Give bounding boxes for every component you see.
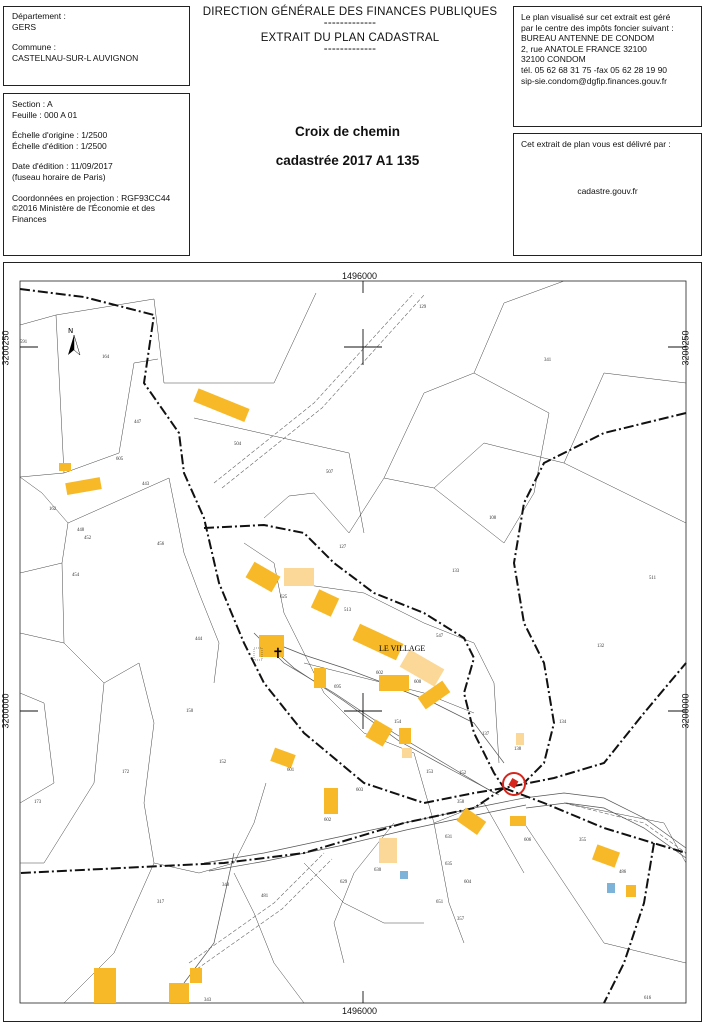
subject-block — [190, 124, 505, 168]
tracks — [189, 293, 686, 969]
svg-text:✝: ✝ — [272, 646, 284, 662]
parcel-number: 629 — [340, 880, 348, 885]
parcel-number: 164 — [102, 355, 110, 360]
parcel-number: 134 — [559, 720, 567, 725]
delivery-box — [513, 133, 702, 256]
building — [352, 624, 403, 661]
section-text: Section : A — [12, 99, 53, 109]
north-arrow — [68, 327, 80, 355]
place-name: LE VILLAGE — [379, 644, 426, 653]
date-edition: Date d'édition : 11/09/2017 — [12, 161, 113, 172]
building — [190, 968, 202, 983]
parcel-number: 591 — [20, 340, 28, 345]
parcel-number: 317 — [157, 900, 165, 905]
parcel-number: 137 — [482, 732, 490, 737]
parcel-number: 154 — [394, 720, 402, 725]
title-line-2: EXTRAIT DU PLAN CADASTRAL — [260, 32, 440, 44]
cadastral-map[interactable] — [0, 262, 702, 1022]
building — [59, 463, 71, 471]
commune-boundary — [20, 289, 686, 1003]
parcel-number: 173 — [34, 800, 42, 805]
parcel-lines — [20, 281, 686, 1003]
parcel-number: 630 — [374, 868, 382, 873]
parcel-number: 153 — [426, 770, 434, 775]
copyright-text-2: Finances — [12, 213, 47, 224]
office-line: tél. 05 62 68 31 75 -fax 05 62 28 19 90 — [521, 64, 668, 75]
building — [379, 838, 397, 863]
feuille-text: Feuille : 000 A 01 — [12, 109, 78, 120]
parcel-number: 443 — [142, 482, 150, 487]
parcel-number: 602 — [324, 818, 332, 823]
parcel-number: 358 — [457, 800, 465, 805]
parcel-number: 127 — [339, 545, 347, 550]
echelle-edition: Échelle d'édition : 1/2500 — [12, 140, 107, 151]
delivery-site-link[interactable]: cadastre.gouv.fr — [577, 185, 638, 196]
parcel-number: 651 — [436, 900, 444, 905]
parcel-number: 357 — [457, 917, 465, 922]
parcel-number: 343 — [204, 998, 212, 1003]
building — [399, 728, 411, 744]
building — [516, 733, 524, 745]
building — [94, 968, 116, 1003]
parcel-number: 152 — [219, 760, 227, 765]
commune-label: Commune : — [12, 42, 56, 53]
parcel-number: 507 — [326, 470, 334, 475]
parcel-number: 129 — [419, 305, 427, 310]
parcel-number: 456 — [157, 542, 165, 547]
office-line: Le plan visualisé sur cet extrait est géré — [521, 12, 671, 22]
parcel-number: 162 — [49, 507, 57, 512]
commune-value: CASTELNAU-SUR-L AUVIGNON — [12, 52, 139, 63]
parcel-number: 602 — [376, 671, 384, 676]
y-coordinate-lower-left: 3200000 — [0, 693, 11, 729]
parcel-number: 605 — [116, 457, 124, 462]
parcel-number: 448 — [77, 528, 85, 533]
building — [379, 675, 409, 691]
building — [402, 748, 412, 758]
y-coordinate-upper-left: 3200250 — [0, 330, 11, 366]
parcel-number: 604 — [464, 880, 472, 885]
office-line: 32100 CONDOM — [521, 54, 586, 65]
svg-text:N: N — [68, 327, 74, 335]
building — [270, 748, 295, 769]
building — [324, 788, 338, 814]
parcel-number: 631 — [445, 835, 453, 840]
office-box — [513, 6, 702, 127]
building — [193, 388, 249, 422]
title-line-1: DIRECTION GÉNÉRALE DES FINANCES PUBLIQUES — [202, 6, 498, 18]
departement-label: Département : — [12, 11, 66, 21]
departement-value: GERS — [12, 21, 37, 32]
sheet-info-box — [3, 93, 190, 256]
parcel-number: 616 — [644, 996, 652, 1001]
grid-crosses — [20, 281, 686, 1003]
buildings — [59, 388, 636, 1003]
office-line: 2, rue ANATOLE FRANCE 32100 — [521, 43, 647, 54]
roads — [184, 633, 686, 983]
building — [400, 871, 408, 879]
parcel-number: 486 — [619, 870, 627, 875]
target-parcel — [508, 778, 518, 788]
parcel-number: 444 — [195, 637, 203, 642]
building — [311, 589, 339, 616]
coordonnees-text: Coordonnées en projection : RGF93CC44 — [12, 192, 171, 203]
building — [246, 562, 281, 593]
parcel-number: 348 — [222, 883, 230, 888]
building — [284, 568, 314, 586]
office-line: BUREAU ANTENNE DE CONDOM — [521, 33, 655, 44]
subject-reference: cadastrée 2017 A1 135 — [275, 153, 420, 168]
parcel-number: 133 — [452, 569, 460, 574]
echelle-origine: Échelle d'origine : 1/2500 — [12, 130, 108, 141]
parcel-number: 695 — [334, 685, 342, 690]
parcel-number: 355 — [579, 838, 587, 843]
parcel-number: 108 — [489, 516, 497, 521]
parcel-number: 635 — [445, 862, 453, 867]
building — [626, 885, 636, 897]
parcel-number: 504 — [234, 442, 242, 447]
parcel-number: 606 — [524, 838, 532, 843]
parcel-number: 138 — [514, 747, 522, 752]
parcel-number: 132 — [597, 644, 605, 649]
map-frame — [20, 281, 686, 1003]
y-coordinate-upper-right: 3200250 — [680, 330, 691, 366]
parcel-number: 511 — [649, 576, 657, 581]
delivery-label: Cet extrait de plan vous est délivré par : — [521, 139, 671, 149]
parcel-number: 452 — [84, 536, 92, 541]
parcel-number: 454 — [72, 573, 80, 578]
building — [314, 668, 326, 688]
building — [592, 844, 620, 867]
y-coordinate-lower-right: 3200000 — [680, 693, 691, 729]
location-box — [3, 6, 190, 86]
copyright-text: ©2016 Ministère de l'Économie et des — [12, 203, 156, 214]
map-canvas — [4, 263, 701, 1021]
parcel-labels — [20, 305, 657, 1003]
subject-title: Croix de chemin — [294, 124, 401, 139]
building — [169, 983, 189, 1003]
parcel-number: 600 — [414, 680, 422, 685]
parcel-number: 447 — [134, 420, 142, 425]
parcel-number: 481 — [261, 894, 269, 899]
building — [510, 816, 526, 826]
header-title-block — [190, 6, 510, 54]
parcel-number: 603 — [356, 788, 364, 793]
fuseau-text: (fuseau horaire de Paris) — [12, 171, 106, 182]
parcel-number: 513 — [344, 608, 352, 613]
title-separator-1: ------------- — [323, 17, 377, 29]
parcel-number: 172 — [122, 770, 130, 775]
x-coordinate-top: 1496000 — [342, 271, 378, 281]
x-coordinate-bottom: 1496000 — [342, 1006, 378, 1016]
title-separator-2: ------------- — [323, 43, 377, 55]
office-email[interactable]: sip-sie.condom@dgfip.finances.gouv.fr — [521, 75, 667, 86]
building — [65, 477, 102, 495]
parcel-number: 152 — [459, 771, 467, 776]
parcel-number: 341 — [544, 358, 552, 363]
office-line: par le centre des impôts foncier suivant : — [521, 22, 674, 33]
parcel-number: 547 — [436, 634, 444, 639]
parcel-number: 150 — [186, 709, 194, 714]
parcel-number: 625 — [280, 595, 288, 600]
building — [607, 883, 615, 893]
parcel-number: 601 — [287, 768, 295, 773]
